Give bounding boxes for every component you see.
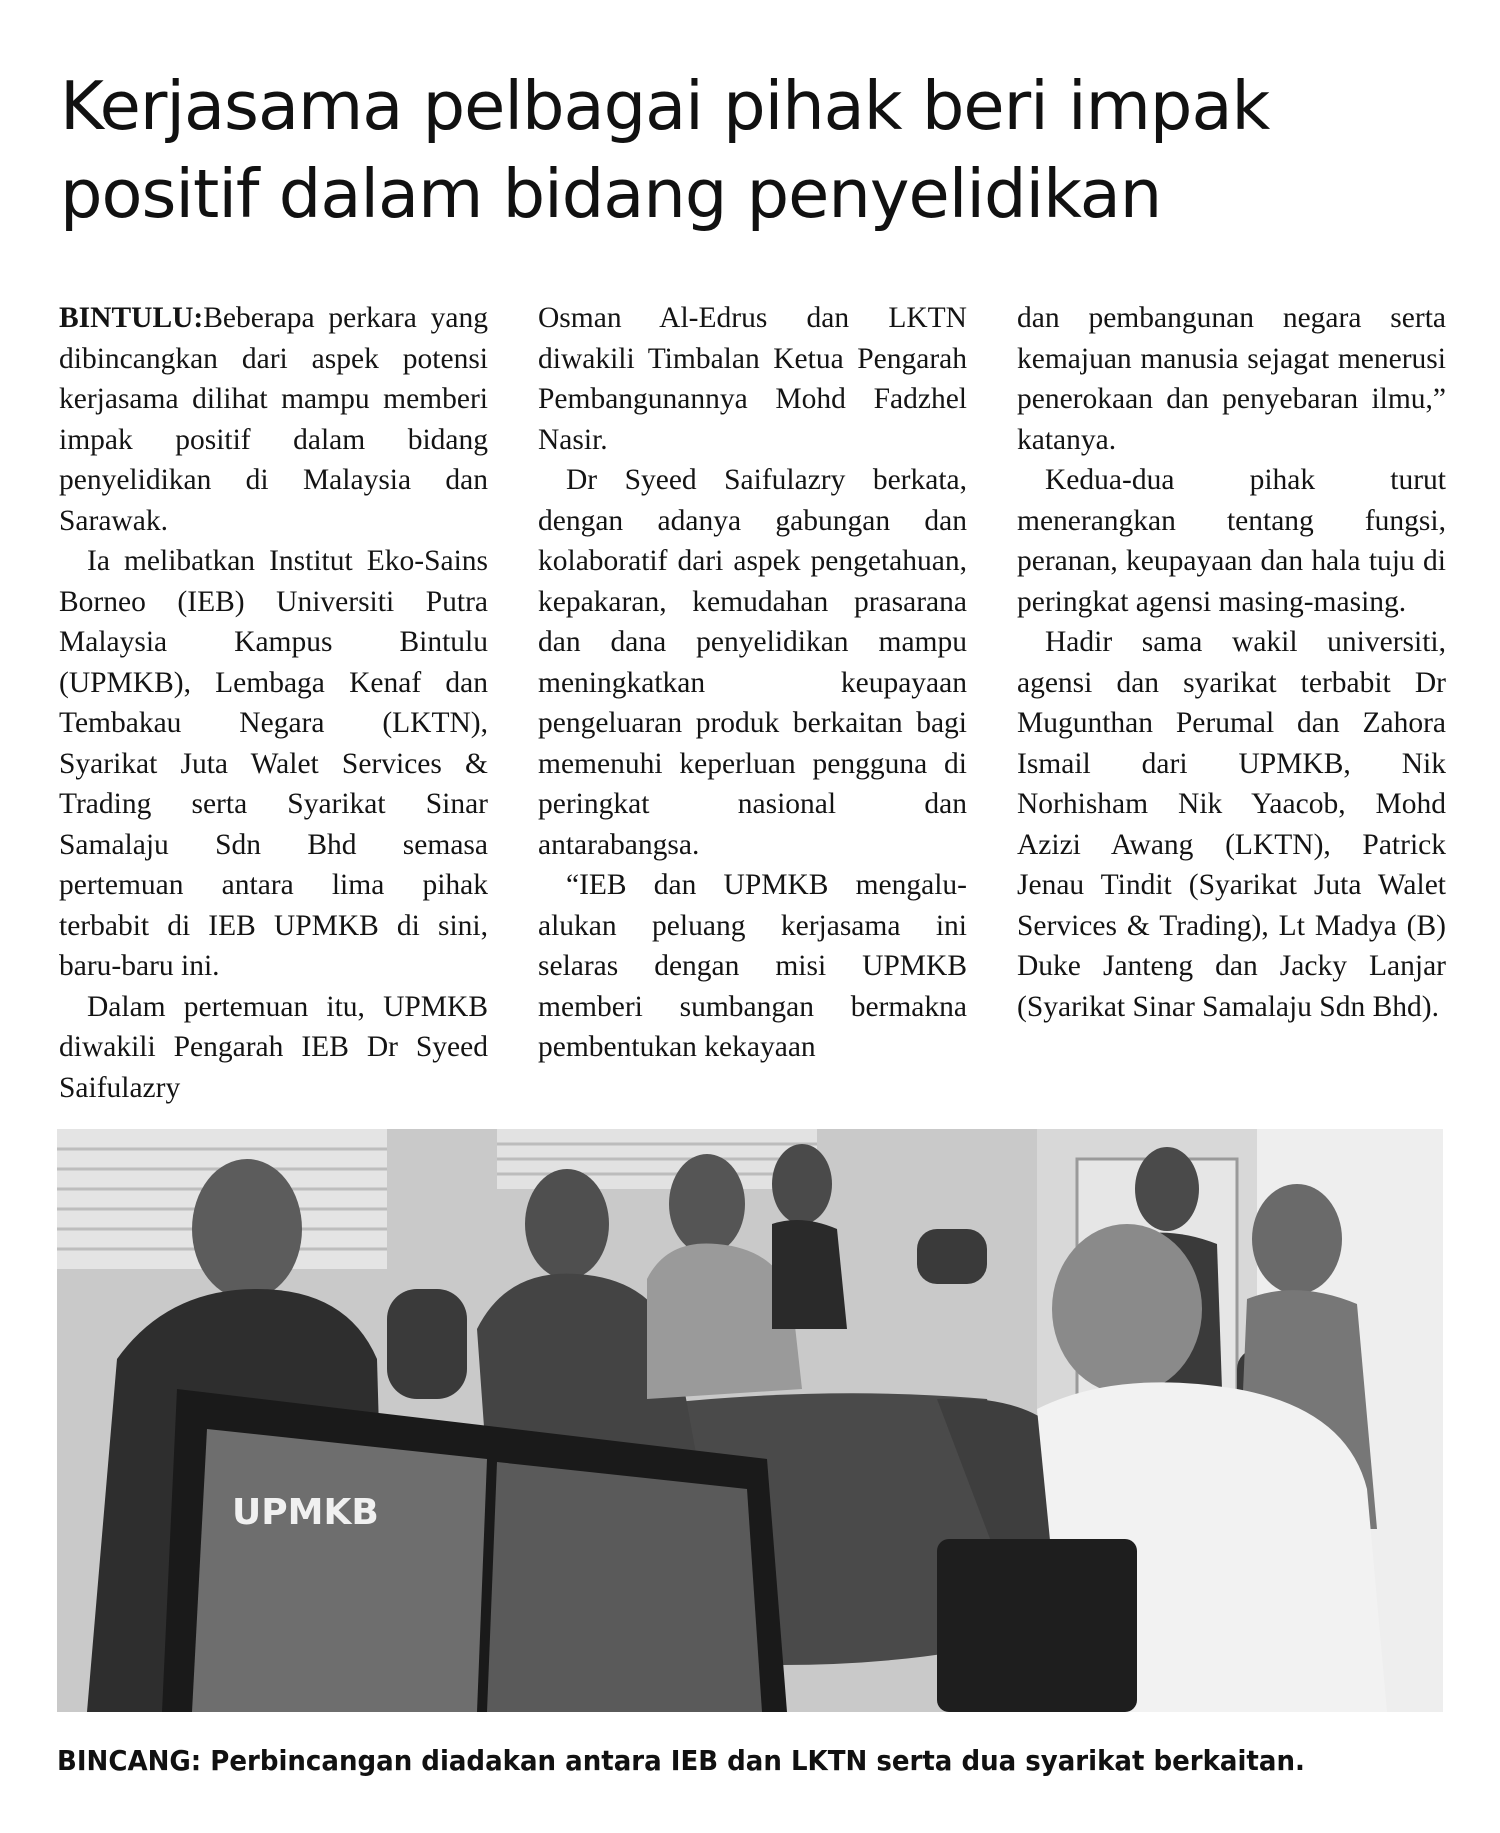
- meeting-photo: [57, 1129, 1443, 1712]
- laptop-screen-title: UPMKB: [232, 1492, 379, 1533]
- article-paragraph: dan pembangunan negara serta kemajuan manusia sejagat menerusi penerokaan dan penyebaran ilmu,” katanya.: [1017, 302, 1446, 456]
- dateline: BINTULU:: [59, 302, 204, 334]
- article-column-2: [538, 298, 967, 1068]
- headline-line-2: positif dalam bidang penyelidikan: [60, 155, 1162, 233]
- paragraph-text: Beberapa perkara yang dibincangkan dari aspek potensi kerjasama dilihat mampu memberi impak positif dalam bidang penyelidikan di Malaysia dan Sarawak.: [59, 302, 488, 537]
- meeting-photo-illustration: [57, 1129, 1443, 1712]
- photo-caption: [57, 1742, 1359, 1780]
- caption-tag: BINCANG:: [57, 1744, 202, 1777]
- article-headline: [60, 62, 1450, 238]
- headline-line-1: Kerjasama pelbagai pihak beri impak: [60, 67, 1270, 145]
- caption-text: Perbincangan diadakan antara IEB dan LKTN serta dua syarikat berkaitan.: [201, 1744, 1305, 1777]
- article-paragraph: Dalam pertemuan itu, UPMKB diwakili Pengarah IEB Dr Syeed Saifulazry: [59, 990, 488, 1104]
- article-paragraph: Ia melibatkan Institut Eko-Sains Borneo (IEB) Universiti Putra Malaysia Kampus Bintulu (UPMKB), Lembaga Kenaf dan Tembakau Negara (LKTN), Syarikat Juta Walet Services & Trading serta Syarikat Sinar Samalaju Sdn Bhd semasa pertemuan antara lima pihak terbabit di IEB UPMKB di sini, baru-baru ini.: [59, 545, 488, 982]
- chair: [387, 1289, 467, 1399]
- article-paragraph: Osman Al-Edrus dan LKTN diwakili Timbalan Ketua Pengarah Pembangunannya Mohd Fadzhel Nasir.: [538, 302, 967, 456]
- article-paragraph: “IEB dan UPMKB mengalu-alukan peluang kerjasama ini selaras dengan misi UPMKB memberi sumbangan bermakna pembentukan kekayaan: [538, 869, 967, 1063]
- article-column-3: [1017, 298, 1446, 1027]
- article-paragraph: Kedua-dua pihak turut menerangkan tentang fungsi, peranan, keupayaan dan hala tuju di peringkat agensi masing-masing.: [1017, 464, 1446, 618]
- article-column-1: [59, 298, 488, 1108]
- article-paragraph: Hadir sama wakil universiti, agensi dan syarikat terbabit Dr Mugunthan Perumal dan Zahora Ismail dari UPMKB, Nik Norhisham Nik Yaacob, Mohd Azizi Awang (LKTN), Patrick Jenau Tindit (Syarikat Juta Walet Services & Trading), Lt Madya (B) Duke Janteng dan Jacky Lanjar (Syarikat Sinar Samalaju Sdn Bhd).: [1017, 626, 1446, 1023]
- article-paragraph: [59, 298, 488, 541]
- chair: [917, 1229, 987, 1284]
- bag: [937, 1539, 1137, 1712]
- article-paragraph: Dr Syeed Saifulazry berkata, dengan adanya gabungan dan kolaboratif dari aspek pengetahuan, kepakaran, kemudahan prasarana dan dana penyelidikan mampu meningkatkan keupayaan pengeluaran produk berkaitan bagi memenuhi keperluan pengguna di peringkat nasional dan antarabangsa.: [538, 464, 967, 861]
